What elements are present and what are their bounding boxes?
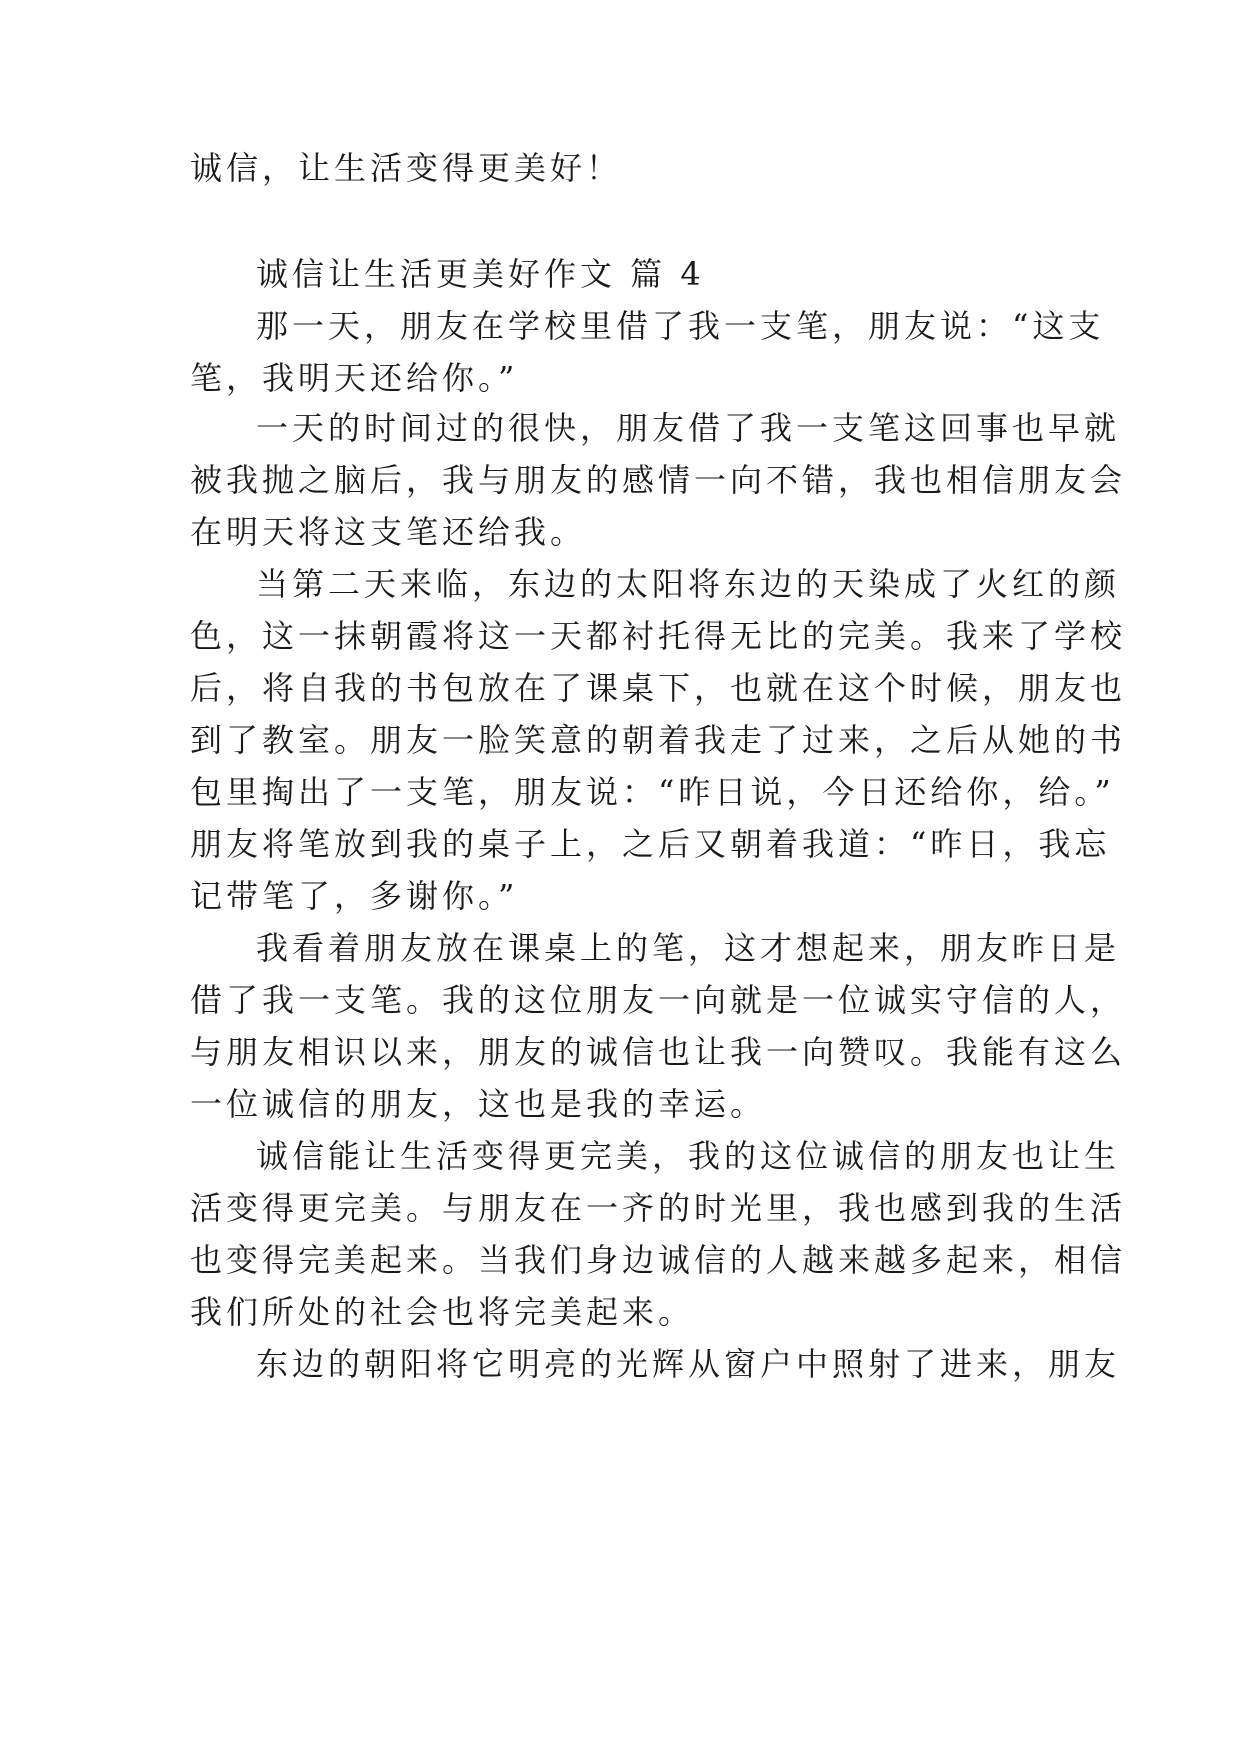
paragraph-1-line-1: 那一天，朋友在学校里借了我一支笔，朋友说：“这支 — [256, 307, 1105, 345]
paragraph-5-line-3: 也变得完美起来。当我们身边诚信的人越来越多起来，相信 — [190, 1241, 1127, 1279]
paragraph-4-line-2: 借了我一支笔。我的这位朋友一向就是一位诚实守信的人， — [190, 981, 1127, 1019]
paragraph-3-line-7: 记带笔了，多谢你。” — [190, 877, 519, 915]
section-title: 诚信让生活更美好作文 篇 4 — [256, 255, 705, 293]
paragraph-5-line-2: 活变得更完美。与朋友在一齐的时光里，我也感到我的生活 — [190, 1189, 1127, 1227]
paragraph-2-line-2: 被我抛之脑后，我与朋友的感情一向不错，我也相信朋友会 — [190, 461, 1127, 499]
paragraph-1-line-2: 笔，我明天还给你。” — [190, 359, 519, 397]
paragraph-3-line-3: 后，将自我的书包放在了课桌下，也就在这个时候，朋友也 — [190, 669, 1127, 707]
paragraph-6-line-1: 东边的朝阳将它明亮的光辉从窗户中照射了进来，朋友 — [256, 1345, 1121, 1383]
paragraph-3-line-2: 色，这一抹朝霞将这一天都衬托得无比的完美。我来了学校 — [190, 617, 1127, 655]
paragraph-4-line-1: 我看着朋友放在课桌上的笔，这才想起来，朋友昨日是 — [256, 929, 1121, 967]
closing-line: 诚信，让生活变得更美好！ — [190, 149, 623, 187]
paragraph-2-line-1: 一天的时间过的很快，朋友借了我一支笔这回事也早就 — [256, 409, 1121, 447]
paragraph-3-line-4: 到了教室。朋友一脸笑意的朝着我走了过来，之后从她的书 — [190, 721, 1127, 759]
paragraph-2-line-3: 在明天将这支笔还给我。 — [190, 513, 587, 551]
paragraph-5-line-4: 我们所处的社会也将完美起来。 — [190, 1293, 695, 1331]
paragraph-4-line-3: 与朋友相识以来，朋友的诚信也让我一向赞叹。我能有这么 — [190, 1033, 1127, 1071]
paragraph-3-line-5: 包里掏出了一支笔，朋友说：“昨日说，今日还给你，给。” — [190, 773, 1115, 811]
paragraph-4-line-4: 一位诚信的朋友，这也是我的幸运。 — [190, 1085, 767, 1123]
paragraph-3-line-6: 朋友将笔放到我的桌子上，之后又朝着我道：“昨日，我忘 — [190, 825, 1111, 863]
paragraph-3-line-1: 当第二天来临，东边的太阳将东边的天染成了火红的颜 — [256, 565, 1121, 603]
paragraph-5-line-1: 诚信能让生活变得更完美，我的这位诚信的朋友也让生 — [256, 1137, 1121, 1175]
